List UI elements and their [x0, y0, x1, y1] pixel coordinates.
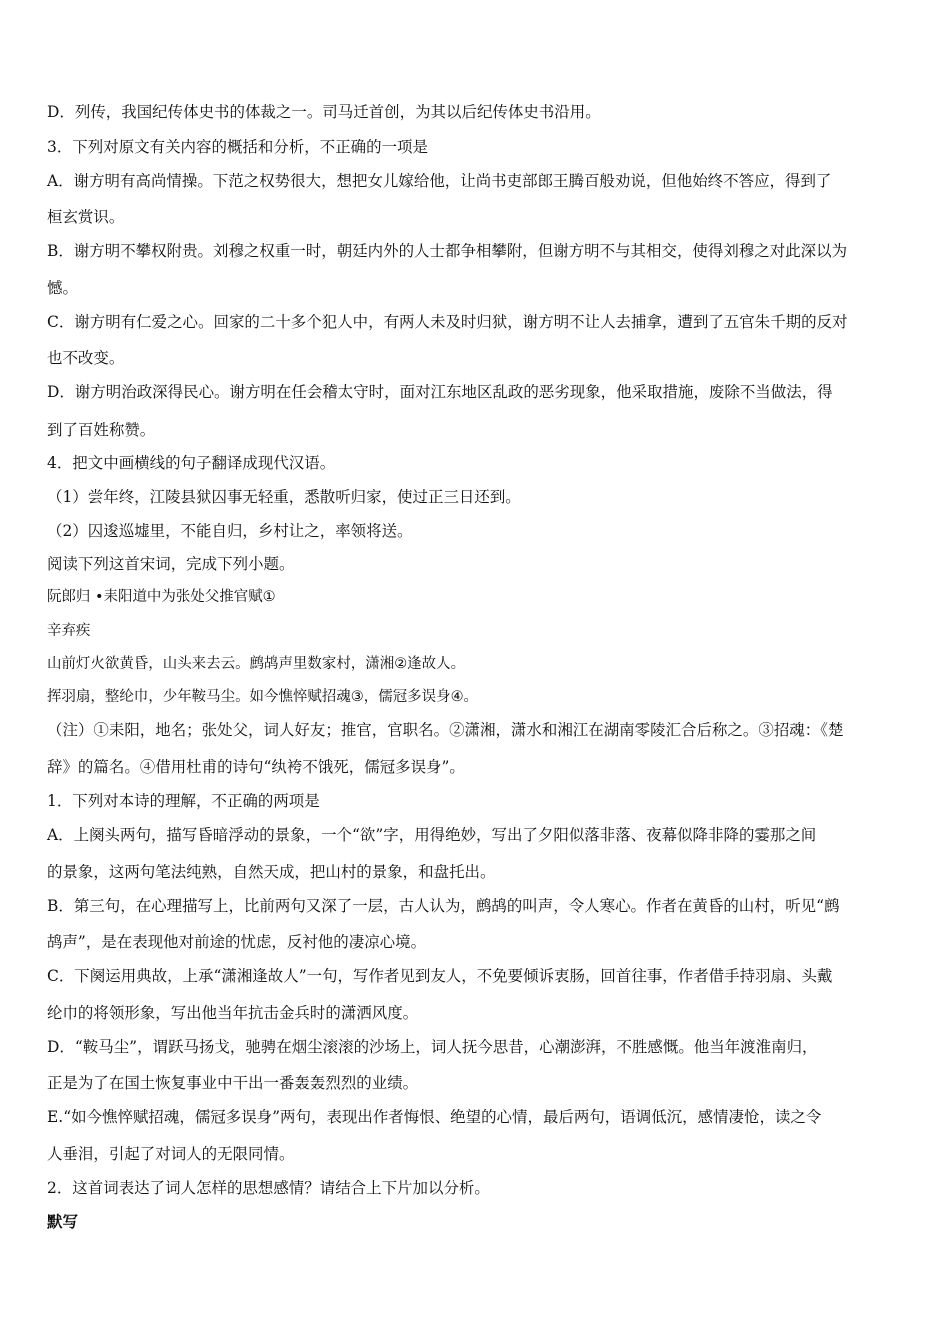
translation-item-2: （2）囚逡巡墟里，不能自归，乡村让之，率领将送。 — [47, 522, 413, 540]
text-line: 正是为了在国土恢复事业中干出一番轰轰烈烈的业绩。 — [47, 1074, 419, 1092]
option-b-line: B．第三句，在心理描写上，比前两句又深了一层，古人认为，鹧鸪的叫声，令人寒心。作者在黄昏的山村，听见“鹧 — [47, 897, 840, 915]
option-d-line: D．谢方明治政深得民心。谢方明在任会稽太守时，面对江东地区乱政的恶劣现象，他采取措施，废除不当做法，得 — [47, 383, 833, 401]
text-line: 辞》的篇名。④借用杜甫的诗句“纨袴不饿死，儒冠多误身”。 — [47, 758, 465, 776]
section-intro: 阅读下列这首宋词，完成下列小题。 — [47, 555, 295, 573]
poem-stanza-1: 山前灯火欲黄昏，山头来去云。鹧鸪声里数家村，潇湘②逢故人。 — [47, 656, 466, 672]
option-b-line: B．谢方明不攀权附贵。刘穆之权重一时，朝廷内外的人士都争相攀附，但谢方明不与其相交，使得刘穆之对此深以为 — [47, 242, 848, 260]
option-c-line: C．谢方明有仁爱之心。回家的二十多个犯人中，有两人未及时归狱，谢方明不让人去捕拿，遭到了五官朱千期的反对 — [47, 313, 848, 331]
poem-author: 辛弃疾 — [47, 623, 91, 639]
text-line: 到了百姓称赞。 — [47, 421, 156, 439]
option-a-line: A．谢方明有高尚情操。下范之权势很大，想把女儿嫁给他，让尚书吏部郎王腾百般劝说，但他始终不答应，得到了 — [47, 172, 832, 190]
annotation-line: （注）①耒阳，地名；张处父，词人好友；推官，官职名。②潇湘，潇水和湘江在湖南零陵汇合后称之。③招魂：《楚 — [47, 721, 844, 739]
text-line: D．列传，我国纪传体史书的体裁之一。司马迁首创，为其以后纪传体史书沿用。 — [47, 103, 601, 121]
option-d-line: D．“鞍马尘”，谓跃马扬戈，驰骋在烟尘滚滚的沙场上，词人抚今思昔，心潮澎湃，不胜感慨。他当年渡淮南归， — [47, 1038, 818, 1056]
question-4-stem: 4．把文中画横线的句子翻译成现代汉语。 — [47, 454, 336, 472]
text-line: 的景象，这两句笔法纯熟，自然天成，把山村的景象，和盘托出。 — [47, 863, 496, 881]
poem-title: 阮郎归 •耒阳道中为张处父推官赋① — [47, 589, 276, 605]
poem-stanza-2: 挥羽扇，整纶巾，少年鞍马尘。如今憔悴赋招魂③，儒冠多误身④。 — [47, 689, 479, 705]
text-line: 鸪声”，是在表现他对前途的忧虑，反衬他的凄凉心境。 — [47, 933, 427, 951]
question-1-stem: 1．下列对本诗的理解，不正确的两项是 — [47, 792, 320, 810]
text-line: 纶巾的将领形象，写出他当年抗击金兵时的潇洒风度。 — [47, 1004, 419, 1022]
option-e-line: E.“如今憔悴赋招魂，儒冠多误身”两句，表现出作者悔恨、绝望的心情，最后两句，语调低沉，感情凄怆，读之令 — [47, 1108, 822, 1126]
text-line: 也不改变。 — [47, 349, 125, 367]
text-line: 桓玄赏识。 — [47, 208, 125, 226]
option-a-line: A．上阕头两句，描写昏暗浮动的景象，一个“欲”字，用得绝妙，写出了夕阳似落非落、夜幕似降非降的霎那之间 — [47, 826, 817, 844]
section-heading: 默写 — [47, 1213, 78, 1231]
text-line: 人垂泪，引起了对词人的无限同情。 — [47, 1145, 295, 1163]
option-c-line: C．下阕运用典故，上承“潇湘逢故人”一句，写作者见到友人，不免要倾诉衷肠，回首往事，作者借手持羽扇、头戴 — [47, 967, 833, 985]
translation-item-1: （1）尝年终，江陵县狱囚事无轻重，悉散听归家，使过正三日还到。 — [47, 488, 521, 506]
question-3-stem: 3．下列对原文有关内容的概括和分析，不正确的一项是 — [47, 138, 428, 156]
text-line: 憾。 — [47, 279, 78, 297]
question-2-stem: 2．这首词表达了词人怎样的思想感情？请结合上下片加以分析。 — [47, 1179, 490, 1197]
